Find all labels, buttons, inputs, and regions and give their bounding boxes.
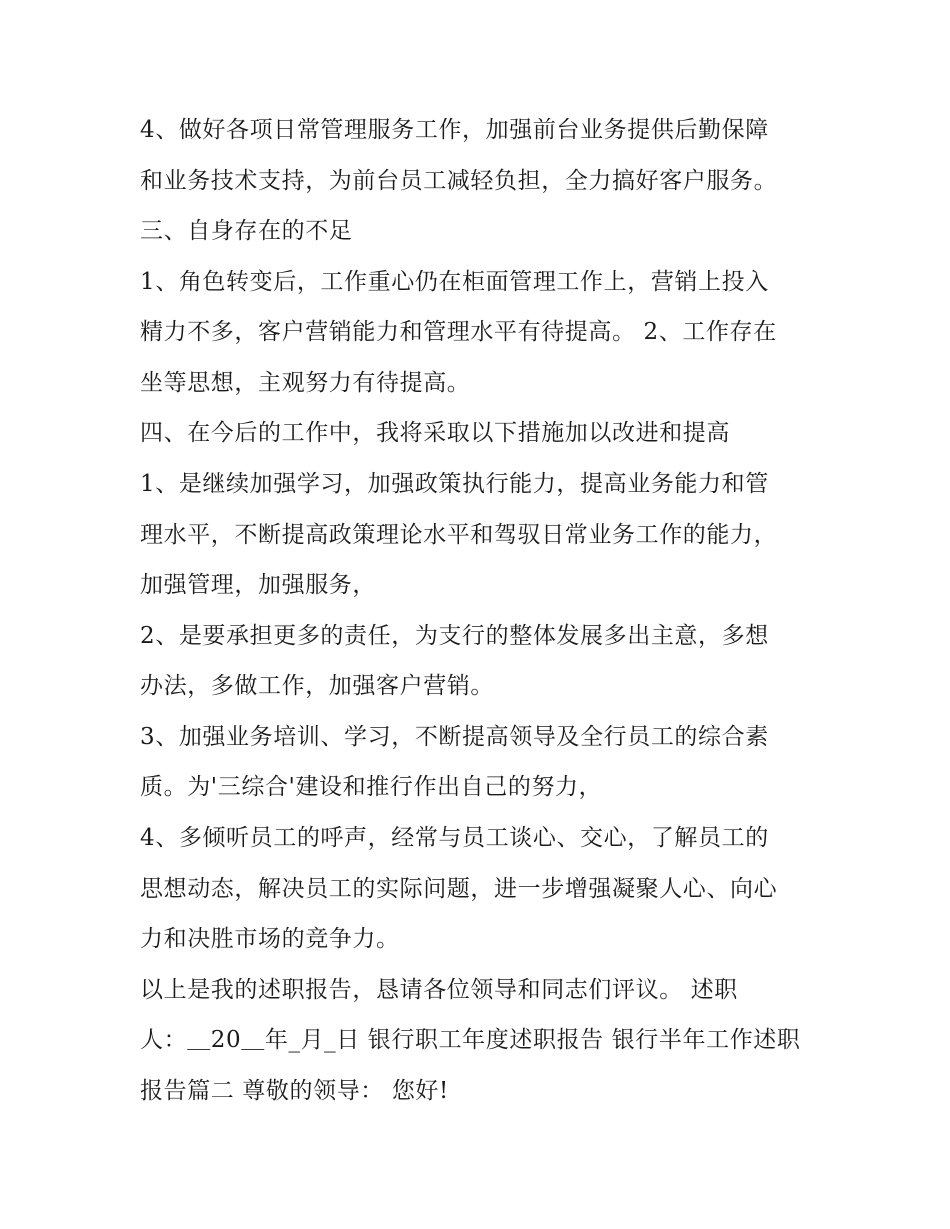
- text-line: 报告篇二 尊敬的领导： 您好!: [140, 1078, 449, 1104]
- text-line: 以上是我的述职报告，恳请各位领导和同志们评议。 述职: [140, 977, 738, 1003]
- text-line: 和业务技术支持，为前台员工减轻负担，全力搞好客户服务。: [140, 168, 778, 194]
- text-line: 办法，多做工作，加强客户营销。: [140, 673, 494, 699]
- text-line: 力和决胜市场的竞争力。: [140, 926, 400, 952]
- text-line: 4、多倾听员工的呼声，经常与员工谈心、交心，了解员工的: [140, 825, 769, 851]
- text-line: 1、是继续加强学习，加强政策执行能力，提高业务能力和管: [140, 471, 769, 497]
- text-line: 精力不多，客户营销能力和管理水平有待提高。 2、工作存在: [140, 319, 777, 345]
- text-line: 1、角色转变后，工作重心仍在柜面管理工作上，营销上投入: [140, 269, 769, 295]
- text-line: 思想动态，解决员工的实际问题，进一步增强凝聚人心、向心: [140, 876, 778, 902]
- text-line: 加强管理，加强服务，: [140, 572, 376, 598]
- text-line: 4、做好各项日常管理服务工作，加强前台业务提供后勤保障: [140, 117, 769, 143]
- text-line: 坐等思想，主观努力有待提高。: [140, 370, 471, 396]
- text-line: 理水平，不断提高政策理论水平和驾驭日常业务工作的能力，: [140, 522, 778, 548]
- section-heading: 三、自身存在的不足: [140, 218, 353, 244]
- text-line: 质。为'三综合'建设和推行作出自己的努力，: [140, 774, 603, 800]
- text-line: 人：＿20＿年_月_日 银行职工年度述职报告 银行半年工作述职: [140, 1027, 801, 1053]
- text-line: 2、是要承担更多的责任，为支行的整体发展多出主意，多想: [140, 623, 769, 649]
- text-line: 3、加强业务培训、学习，不断提高领导及全行员工的综合素: [140, 724, 769, 750]
- section-heading: 四、在今后的工作中，我将采取以下措施加以改进和提高: [140, 420, 730, 446]
